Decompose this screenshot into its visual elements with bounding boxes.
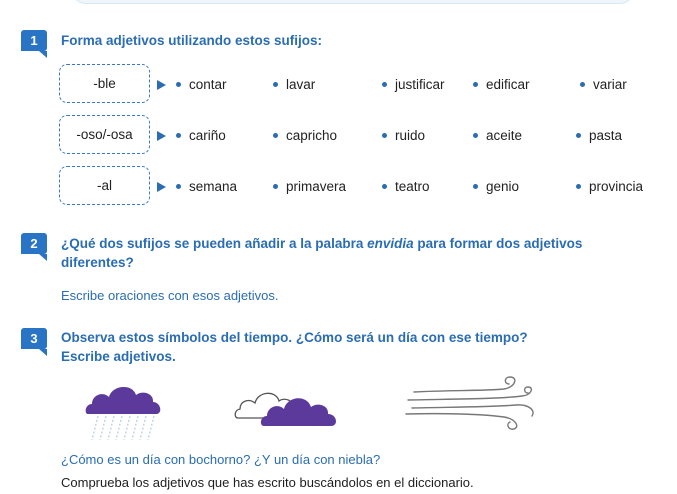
exercise-3-final-instruction: Comprueba los adjetivos que has escrito buscándolos en el diccionario. [61, 475, 474, 490]
suffix-box-al [59, 166, 150, 205]
exercise-3-secondary-instruction: ¿Cómo es un día con bochorno? ¿Y un día con niebla? [61, 452, 381, 467]
bullet-icon [176, 133, 181, 138]
bullet-icon [176, 184, 181, 189]
bullet-icon [473, 82, 478, 87]
exercise-3-number-badge: 3 [21, 328, 47, 349]
bullet-icon [273, 184, 278, 189]
word-item: semana [176, 179, 237, 194]
word-item: primavera [273, 179, 346, 194]
word-item: provincia [576, 179, 643, 194]
bullet-icon [473, 184, 478, 189]
suffix-label: -ble [93, 76, 116, 91]
bullet-icon [273, 133, 278, 138]
word-item: ruido [382, 128, 425, 143]
suffix-box-ble [59, 64, 150, 103]
partly-cloudy-icon [234, 382, 350, 432]
bullet-icon [580, 82, 585, 87]
word-item: teatro [382, 179, 430, 194]
word-item: genio [473, 179, 519, 194]
suffix-box-oso-osa [59, 115, 150, 154]
bullet-icon [382, 82, 387, 87]
word-item: justificar [382, 77, 445, 92]
suffix-label: -al [96, 178, 112, 193]
exercise-3-instruction: Observa estos símbolos del tiempo. ¿Cómo será un día con ese tiempo? Escribe adjetivos. [61, 330, 528, 364]
wind-icon [404, 374, 542, 436]
exercise-1-instruction: Forma adjetivos utilizando estos sufijos: [61, 33, 323, 48]
bullet-icon [576, 133, 581, 138]
emphasized-word: envidia [367, 236, 414, 251]
bullet-icon [473, 133, 478, 138]
word-item: contar [176, 77, 227, 92]
exercise-2-instruction: ¿Qué dos sufijos se pueden añadir a la palabra envidia para formar dos adjetivos diferentes? [61, 236, 583, 270]
bullet-icon [382, 184, 387, 189]
exercise-2-secondary-instruction: Escribe oraciones con esos adjetivos. [61, 288, 279, 303]
suffix-label: -oso/-osa [76, 127, 133, 142]
arrow-right-icon [157, 131, 166, 141]
bullet-icon [176, 82, 181, 87]
exercise-2-number-badge: 2 [21, 233, 47, 254]
arrow-right-icon [157, 80, 166, 90]
top-decorative-panel [72, 0, 634, 4]
rain-cloud-icon [84, 378, 164, 444]
word-item: cariño [176, 128, 226, 143]
word-item: edificar [473, 77, 530, 92]
bullet-icon [273, 82, 278, 87]
word-item: lavar [273, 77, 315, 92]
arrow-right-icon [157, 182, 166, 192]
bullet-icon [382, 133, 387, 138]
exercise-1-number-badge: 1 [21, 30, 47, 51]
word-item: variar [580, 77, 627, 92]
word-item: capricho [273, 128, 337, 143]
word-item: pasta [576, 128, 622, 143]
word-item: aceite [473, 128, 522, 143]
bullet-icon [576, 184, 581, 189]
